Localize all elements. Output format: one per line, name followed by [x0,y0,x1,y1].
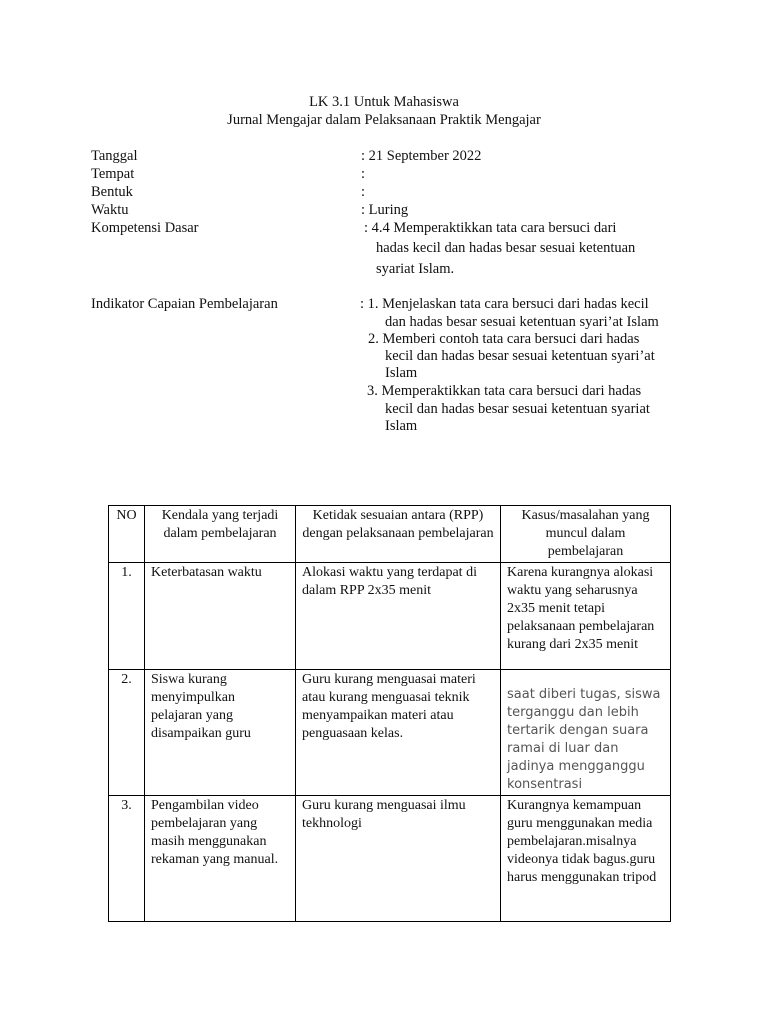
row-2-ketidaksesuaian: Guru kurang menguasai materi atau kurang menguasai teknik menyampaikan materi atau penguasaan kelas. [296,670,501,796]
table-row [109,796,671,922]
indikator-1-line-2: dan hadas besar sesuai ketentuan syari’at Islam [385,314,659,330]
indikator-2-line-1: 2. Memberi contoh tata cara bersuci dari hadas [368,331,640,347]
waktu-label: Waktu [91,202,129,218]
kd-line-3: syariat Islam. [376,261,455,277]
row-3-kasus: Kurangnya kemampuan guru menggunakan media pembelajaran.misalnya videonya tidak bagus.guru harus menggunakan tripod [501,796,671,922]
waktu-value: : Luring [361,202,409,218]
row-3-ketidaksesuaian: Guru kurang menguasai ilmu tekhnologi [296,796,501,922]
table-header-row [109,506,671,563]
row-2-kasus-text: saat diberi tugas, siswa terganggu dan lebih tertarik dengan suara ramai di luar dan jadinya mengganggu konsentrasi [507,687,661,792]
jurnal-table [108,505,671,922]
document-title: LK 3.1 Untuk Mahasiswa [309,94,459,110]
bentuk-value: : [361,184,366,200]
row-3-no: 3. [109,796,145,922]
kd-line-1: : 4.4 Memperaktikkan tata cara bersuci dari [364,220,617,236]
row-2-kasus [501,670,671,796]
indikator-3-line-2: kecil dan hadas besar sesuai ketentuan syariat [385,401,650,417]
indikator-label: Indikator Capaian Pembelajaran [91,296,278,312]
bentuk-label: Bentuk [91,184,133,200]
tempat-value: : [361,166,366,182]
row-1-kasus: Karena kurangnya alokasi waktu yang seharusnya 2x35 menit tetapi pelaksanaan pembelajaran kurang dari 2x35 menit [501,563,671,670]
row-1-no: 1. [109,563,145,670]
kd-line-2: hadas kecil dan hadas besar sesuai ketentuan [376,240,636,256]
indikator-2-line-3: Islam [385,365,418,381]
tanggal-label: Tanggal [91,148,138,164]
document-subtitle: Jurnal Mengajar dalam Pelaksanaan Praktik Mengajar [227,112,541,128]
row-2-no: 2. [109,670,145,796]
tempat-label: Tempat [91,166,135,182]
indikator-1-line-1: : 1. Menjelaskan tata cara bersuci dari hadas kecil [360,296,649,312]
row-2-kendala: Siswa kurang menyimpulkan pelajaran yang disampaikan guru [145,670,296,796]
indikator-3-line-3: Islam [385,418,418,434]
row-1-kendala: Keterbatasan waktu [145,563,296,670]
header-kasus: Kasus/masalahan yang muncul dalam pembelajaran [501,506,671,563]
header-ketidaksesuaian: Ketidak sesuaian antara (RPP) dengan pelaksanaan pembelajaran [296,506,501,563]
indikator-2-line-2: kecil dan hadas besar sesuai ketentuan syari’at [385,348,655,364]
table-row [109,670,671,796]
header-kendala: Kendala yang terjadi dalam pembelajaran [145,506,296,563]
tanggal-value: : 21 September 2022 [361,148,482,164]
indikator-3-line-1: 3. Memperaktikkan tata cara bersuci dari hadas [367,383,642,399]
kd-label: Kompetensi Dasar [91,220,199,236]
row-3-kendala: Pengambilan video pembelajaran yang masih menggunakan rekaman yang manual. [145,796,296,922]
row-1-ketidaksesuaian: Alokasi waktu yang terdapat di dalam RPP 2x35 menit [296,563,501,670]
header-no: NO [109,506,145,563]
table-row [109,563,671,670]
